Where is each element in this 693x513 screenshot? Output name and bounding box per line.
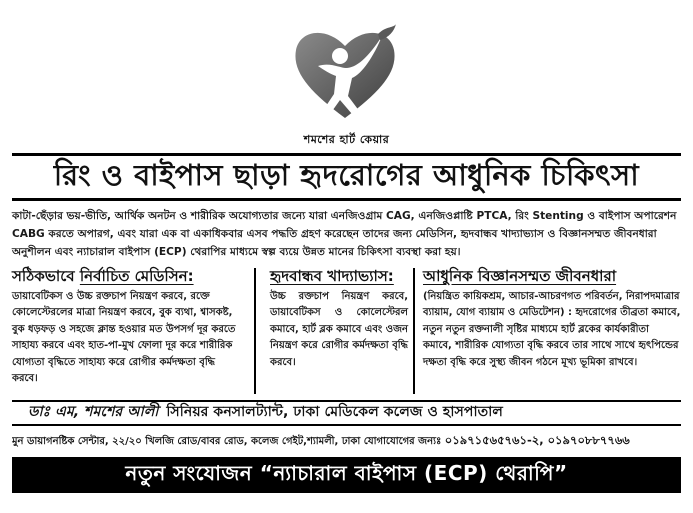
address-text: মুন ডায়াগনষ্টিক সেন্টার, ২২/২০ খিলজি রোড/বাবর রোড, কলেজ গেইট,শ্যামলী, ঢাকা যোগাযোগের জন্যঃ xyxy=(12,436,442,447)
phone-numbers: ০১৯৭১৫৬৫৭৬১-২, ০১৯৭০৮৮৭৭৬৬ xyxy=(444,433,630,447)
lifestyle-section xyxy=(423,266,681,371)
doctor-line xyxy=(12,400,681,426)
brand-name: শমশের হার্ট কেয়ার xyxy=(303,133,390,146)
doctor-name: ডাঃ এম, শমশের আলী xyxy=(28,404,159,420)
lifestyle-body: (নিয়ন্ত্রিত কায়িকশ্রম, আচার-আচরণগত পরিবর্তন, নিরাপদমাত্রার ব্যায়াম, যোগ ব্যায়াম ও মেডিটেশন) : হৃদরোগের তীব্রতা কমাবে, নতুন নতুন রক্তনালী সৃষ্টির মাধ্যমে হার্ট ব্লকের কার্যকারীতা কমাবে, শারীরিক যোগ্যতা বৃদ্ধি করবে তার সাথে সাথে হৃৎপিন্ডের দক্ষতা বৃদ্ধি করে সুস্থ্য জীবন গঠনে মূখ্য ভূমিকা রাখবে। xyxy=(423,291,681,368)
medicine-body: ডায়াবেটিকস ও উচ্চ রক্তচাপ নিয়ন্ত্রণ করবে, রক্তে কোলেস্টেরলের মাত্রা নিয়ন্ত্রণ করবে, বুক ব্যথা, শ্বাসকষ্ট, বুক ধড়ফড় ও সহজে ক্লান্ত হওয়ার মত উপসর্গ দূর করতে সাহায্য করবে এবং হাত-পা-মুখ ফোলা দূর করে শারীরিক যোগ্যতা বৃদ্ধিতে সাহায্য করে রোগীর কর্মদক্ষতা বৃদ্ধি করবে। xyxy=(12,291,236,385)
doctor-title: সিনিয়র কনসালট্যান্ট, ঢাকা মেডিকেল কলেজ ও হাসপাতাল xyxy=(166,404,503,420)
lifestyle-heading xyxy=(423,266,681,286)
lifestyle-heading-text: আধুনিক বিজ্ঞানসম্মত জীবনধারা xyxy=(423,267,617,285)
medicine-heading-a: সঠিকভাবে xyxy=(12,267,75,285)
diet-heading-text: হৃদবান্ধব খাদ্যাভ্যাস: xyxy=(270,267,394,285)
footer-banner: নতুন সংযোজন “ন্যাচারাল বাইপাস (ECP) থেরাপি” xyxy=(12,457,681,493)
medicine-heading-b: নির্বাচিত মেডিসিন: xyxy=(79,267,194,285)
heart-figure-icon xyxy=(290,22,400,122)
diet-section xyxy=(270,266,408,371)
medicine-section xyxy=(12,266,244,387)
column-divider xyxy=(254,268,256,394)
address-line xyxy=(12,432,681,451)
headline: রিং ও বাইপাস ছাড়া হৃদরোগের আধুনিক চিকিৎসা xyxy=(12,153,681,201)
intro-paragraph: কাটা-ছেঁড়ার ভয়-ভীতি, আর্থিক অনটন ও শারীরিক অযোগ্যতার জন্যে যারা এনজিওগ্রাম CAG, এনজিওপ্লাষ্টি PTCA, রিং Stenting ও বাইপাস অপারেশন CABG করতে অপারগ, এবং যারা এক বা একাধিকবার এসব পদ্ধতি গ্রহণ করেছেন তাদের জন্য মেডিসিন, হৃদবান্ধব খাদ্যাভ্যাস ও বিজ্ঞানসম্মত জীবনধারা অনুশীলন এবং ন্যাচারাল বাইপাস (ECP) থেরাপির মাধ্যমে স্বল্প ব্যয়ে উন্নত মানের চিকিৎসা ব্যবস্থা করা হয়। xyxy=(12,210,677,258)
column-divider xyxy=(413,268,415,394)
diet-heading xyxy=(270,266,408,286)
diet-body: উচ্চ রক্তচাপ নিয়ন্ত্রণ করবে, ডায়াবেটিকস ও কোলেস্টেরল কমাবে, হার্ট ব্লক কমাবে এবং ওজন নিয়ন্ত্রণ করে রোগীর কর্মদক্ষতা বৃদ্ধি করবে। xyxy=(270,291,408,368)
medicine-heading xyxy=(12,266,244,286)
